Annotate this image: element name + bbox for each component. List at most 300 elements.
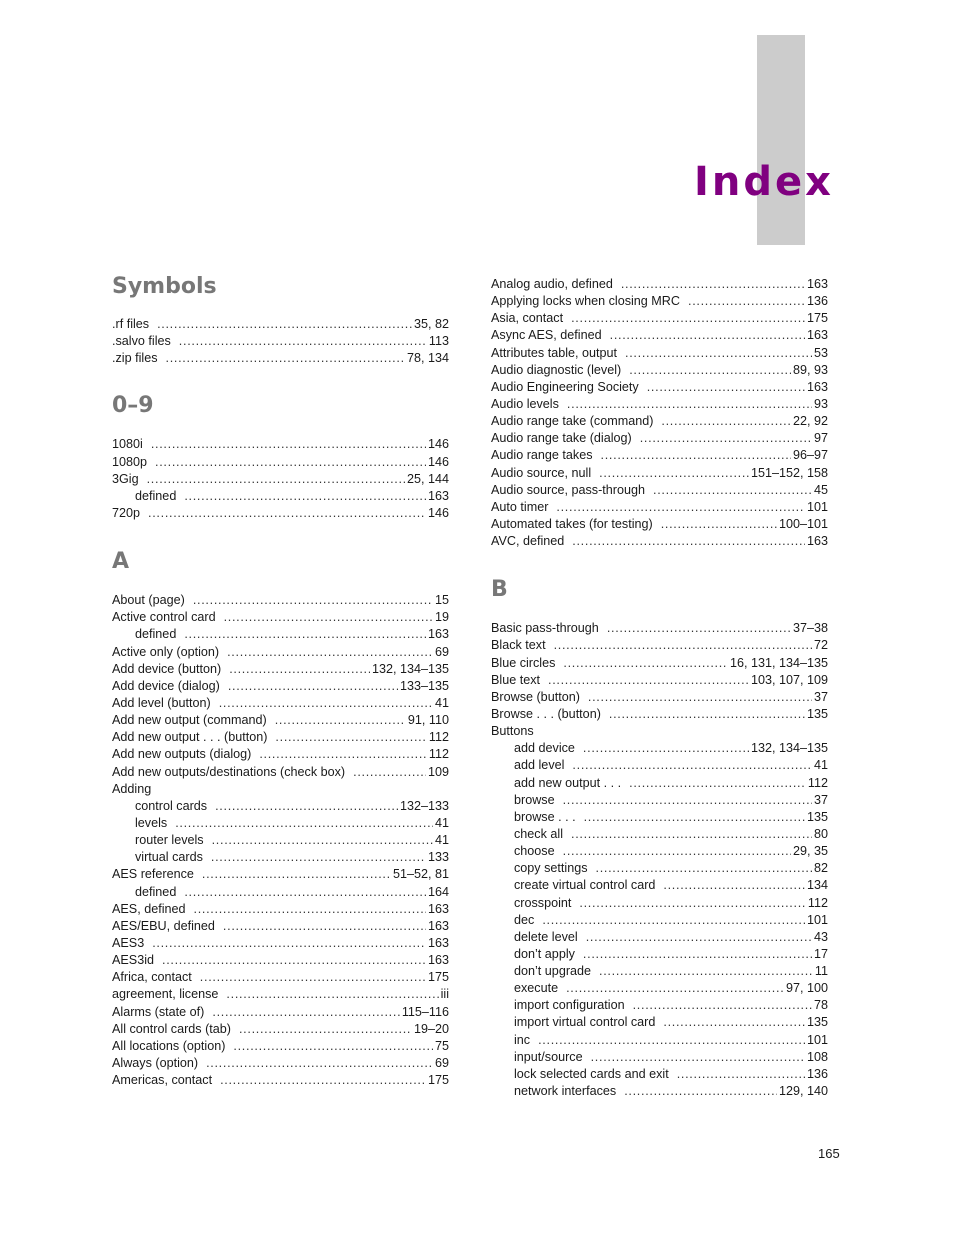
index-entry bbox=[491, 499, 828, 516]
index-page-refs: 108 bbox=[806, 1049, 828, 1064]
index-term: 1080i bbox=[112, 437, 143, 452]
dot-leader bbox=[228, 678, 398, 695]
dot-leader bbox=[556, 499, 805, 516]
index-page-refs: 134 bbox=[806, 878, 828, 893]
index-subentry bbox=[112, 488, 449, 505]
entries-analog-to-avc bbox=[491, 276, 828, 550]
index-entry bbox=[112, 969, 449, 986]
index-subentry bbox=[491, 1014, 828, 1031]
index-page-refs: 132, 134–135 bbox=[750, 741, 828, 756]
index-subentry bbox=[491, 860, 828, 877]
dot-leader bbox=[572, 533, 805, 550]
dot-leader bbox=[211, 849, 426, 866]
index-subentry bbox=[491, 843, 828, 860]
index-entry bbox=[491, 482, 828, 499]
index-entry bbox=[112, 866, 449, 883]
index-entry bbox=[112, 454, 449, 471]
index-term: copy settings bbox=[514, 861, 588, 876]
index-page-refs: 41 bbox=[434, 833, 449, 848]
index-entry bbox=[491, 362, 828, 379]
index-page-refs: 101 bbox=[806, 499, 828, 514]
index-page-refs: 101 bbox=[806, 912, 828, 927]
index-page-refs: 151–152, 158 bbox=[750, 465, 828, 480]
index-entry bbox=[112, 471, 449, 488]
index-term: choose bbox=[514, 844, 555, 859]
section-heading-symbols: Symbols bbox=[112, 274, 217, 299]
index-term: Audio range takes bbox=[491, 448, 593, 463]
index-entry bbox=[112, 764, 449, 781]
dot-leader bbox=[152, 935, 426, 952]
index-term: 1080p bbox=[112, 454, 148, 469]
index-term: agreement, license bbox=[112, 987, 219, 1002]
index-page-refs: 82 bbox=[813, 861, 828, 876]
index-term: execute bbox=[514, 981, 559, 996]
index-page-refs: 163 bbox=[427, 953, 449, 968]
dot-leader bbox=[215, 798, 398, 815]
index-page-refs: 97 bbox=[813, 431, 828, 446]
index-term: add device bbox=[514, 741, 575, 756]
index-page-refs: 41 bbox=[813, 758, 828, 773]
dot-leader bbox=[624, 1083, 777, 1100]
index-entry bbox=[112, 644, 449, 661]
index-page-refs: 25, 144 bbox=[406, 471, 449, 486]
index-entry bbox=[112, 729, 449, 746]
index-term: network interfaces bbox=[514, 1084, 617, 1099]
index-term: delete level bbox=[514, 929, 578, 944]
index-term: 720p bbox=[112, 505, 141, 520]
index-page-refs: 163 bbox=[427, 488, 449, 503]
index-entry bbox=[491, 620, 828, 637]
index-entry bbox=[112, 1038, 449, 1055]
index-term: .zip files bbox=[112, 351, 158, 366]
index-page-refs: 135 bbox=[806, 706, 828, 721]
index-term: import configuration bbox=[514, 998, 625, 1013]
index-term: Alarms (state of) bbox=[112, 1004, 205, 1019]
index-term: Add new outputs/destinations (check box) bbox=[112, 764, 346, 779]
index-subentry bbox=[491, 997, 828, 1014]
index-page-refs: 163 bbox=[806, 379, 828, 394]
index-page-refs: 146 bbox=[427, 505, 449, 520]
index-page-refs: 132, 134–135 bbox=[371, 661, 449, 676]
dot-leader bbox=[200, 969, 426, 986]
page-title: Index bbox=[694, 159, 834, 205]
index-entry bbox=[491, 723, 828, 740]
index-page-refs: 175 bbox=[427, 1073, 449, 1088]
index-page-refs: 89, 93 bbox=[792, 362, 828, 377]
dot-leader bbox=[275, 729, 427, 746]
index-page-refs: 163 bbox=[806, 277, 828, 291]
index-entry bbox=[112, 1072, 449, 1089]
index-entry bbox=[112, 918, 449, 935]
index-page-refs: 96–97 bbox=[792, 448, 828, 463]
index-page-refs: 22, 92 bbox=[792, 414, 828, 429]
index-entry bbox=[112, 935, 449, 952]
entries-a bbox=[112, 592, 449, 1089]
index-term: inc bbox=[514, 1032, 531, 1047]
index-page-refs: 132–133 bbox=[399, 798, 449, 813]
index-entry bbox=[491, 465, 828, 482]
dot-leader bbox=[566, 980, 784, 997]
index-entry bbox=[491, 447, 828, 464]
dot-leader bbox=[157, 316, 412, 333]
index-page-refs: 29, 35 bbox=[792, 844, 828, 859]
index-term: dec bbox=[514, 912, 535, 927]
index-page-refs: 163 bbox=[427, 901, 449, 916]
dot-leader bbox=[563, 843, 791, 860]
index-term: browse . . . bbox=[514, 809, 576, 824]
dot-leader bbox=[677, 1066, 805, 1083]
index-page-refs: 41 bbox=[434, 695, 449, 710]
index-entry bbox=[112, 505, 449, 522]
index-subentry bbox=[491, 757, 828, 774]
index-entry bbox=[112, 350, 449, 367]
dot-leader bbox=[227, 644, 433, 661]
index-entry bbox=[491, 655, 828, 672]
index-term: Adding bbox=[112, 781, 152, 796]
index-term: lock selected cards and exit bbox=[514, 1066, 669, 1081]
index-page-refs: 80 bbox=[813, 826, 828, 841]
index-page-refs: 69 bbox=[434, 1055, 449, 1070]
dot-leader bbox=[688, 293, 805, 310]
index-page-refs: 35, 82 bbox=[413, 317, 449, 331]
index-term: Basic pass-through bbox=[491, 621, 599, 636]
index-page-refs: 97, 100 bbox=[785, 981, 828, 996]
index-term: virtual cards bbox=[135, 850, 203, 865]
index-entry bbox=[491, 345, 828, 362]
dot-leader bbox=[586, 929, 812, 946]
index-page-refs: 75 bbox=[434, 1038, 449, 1053]
dot-leader bbox=[193, 592, 433, 609]
dot-leader bbox=[663, 877, 805, 894]
dot-leader bbox=[588, 689, 812, 706]
index-term: check all bbox=[514, 826, 563, 841]
index-term: AES reference bbox=[112, 867, 194, 882]
dot-leader bbox=[194, 901, 426, 918]
dot-leader bbox=[663, 1014, 805, 1031]
dot-leader bbox=[179, 333, 427, 350]
index-term: Add device (dialog) bbox=[112, 678, 220, 693]
index-entry bbox=[491, 672, 828, 689]
dot-leader bbox=[579, 895, 806, 912]
index-subentry bbox=[491, 912, 828, 929]
dot-leader bbox=[596, 860, 812, 877]
dot-leader bbox=[640, 430, 812, 447]
chapter-tab-bar bbox=[757, 35, 805, 245]
index-subentry bbox=[112, 798, 449, 815]
dot-leader bbox=[202, 866, 391, 883]
dot-leader bbox=[610, 327, 805, 344]
dot-leader bbox=[223, 918, 426, 935]
index-term: Auto timer bbox=[491, 499, 549, 514]
dot-leader bbox=[609, 706, 805, 723]
index-term: browse bbox=[514, 792, 555, 807]
index-entry bbox=[112, 316, 449, 333]
index-entry bbox=[112, 712, 449, 729]
index-term: AVC, defined bbox=[491, 534, 565, 549]
dot-leader bbox=[212, 832, 433, 849]
index-page-refs: 78 bbox=[813, 998, 828, 1013]
section-heading-0-9: 0–9 bbox=[112, 393, 154, 419]
index-subentry bbox=[112, 815, 449, 832]
dot-leader bbox=[275, 712, 406, 729]
index-subentry bbox=[112, 626, 449, 643]
index-page-refs: 129, 140 bbox=[778, 1084, 828, 1099]
index-subentry bbox=[491, 877, 828, 894]
index-page-refs: 45 bbox=[813, 482, 828, 497]
dot-leader bbox=[554, 637, 812, 654]
index-term: Browse . . . (button) bbox=[491, 706, 601, 721]
dot-leader bbox=[147, 471, 405, 488]
dot-leader bbox=[226, 986, 438, 1003]
index-entry bbox=[112, 592, 449, 609]
index-term: Add new output (command) bbox=[112, 713, 267, 728]
index-page-refs: 146 bbox=[427, 437, 449, 452]
index-term: defined bbox=[135, 884, 177, 899]
dot-leader bbox=[661, 516, 777, 533]
index-term: create virtual control card bbox=[514, 878, 656, 893]
dot-leader bbox=[607, 620, 791, 637]
index-term: don’t apply bbox=[514, 946, 575, 961]
index-term: control cards bbox=[135, 798, 208, 813]
index-subentry bbox=[112, 884, 449, 901]
index-entry bbox=[491, 706, 828, 723]
index-page-refs: 112 bbox=[807, 895, 828, 910]
dot-leader bbox=[563, 792, 812, 809]
index-page-refs: 41 bbox=[434, 815, 449, 830]
dot-leader bbox=[647, 379, 805, 396]
dot-leader bbox=[571, 826, 812, 843]
index-page-refs: 175 bbox=[427, 970, 449, 985]
dot-leader bbox=[599, 465, 749, 482]
dot-leader bbox=[591, 1049, 805, 1066]
index-term: levels bbox=[135, 815, 168, 830]
index-term: .salvo files bbox=[112, 334, 171, 349]
index-page-refs: 53 bbox=[813, 345, 828, 360]
dot-leader bbox=[572, 757, 812, 774]
dot-leader bbox=[229, 661, 370, 678]
dot-leader bbox=[563, 655, 728, 672]
index-term: Active only (option) bbox=[112, 644, 220, 659]
dot-leader bbox=[583, 946, 812, 963]
index-page-refs: 19 bbox=[434, 610, 449, 625]
index-term: Audio Engineering Society bbox=[491, 379, 639, 394]
index-term: router levels bbox=[135, 833, 204, 848]
index-page-refs: 109 bbox=[427, 764, 449, 779]
index-page-refs: 133–135 bbox=[399, 678, 449, 693]
dot-leader bbox=[224, 609, 433, 626]
dot-leader bbox=[571, 310, 805, 327]
index-entry bbox=[491, 689, 828, 706]
dot-leader bbox=[633, 997, 812, 1014]
index-page-refs: 93 bbox=[813, 396, 828, 411]
dot-leader bbox=[353, 764, 426, 781]
index-term: All control cards (tab) bbox=[112, 1021, 231, 1036]
index-page-refs: 115–116 bbox=[401, 1004, 449, 1019]
index-page-refs: 69 bbox=[434, 644, 449, 659]
index-subentry bbox=[491, 1083, 828, 1100]
index-page-refs: 163 bbox=[427, 935, 449, 950]
index-term: Automated takes (for testing) bbox=[491, 516, 653, 531]
dot-leader bbox=[184, 884, 426, 901]
index-entry bbox=[491, 533, 828, 550]
index-term: 3Gig bbox=[112, 471, 139, 486]
index-term: crosspoint bbox=[514, 895, 572, 910]
index-page-refs: 51–52, 81 bbox=[392, 867, 449, 882]
dot-leader bbox=[621, 276, 805, 293]
dot-leader bbox=[219, 695, 433, 712]
index-page-refs: 163 bbox=[806, 534, 828, 549]
index-term: Active control card bbox=[112, 610, 216, 625]
index-page-refs: 164 bbox=[427, 884, 449, 899]
dot-leader bbox=[184, 626, 426, 643]
index-page-refs: 163 bbox=[427, 918, 449, 933]
index-term: add level bbox=[514, 758, 565, 773]
index-subentry bbox=[491, 1032, 828, 1049]
index-term: Add device (button) bbox=[112, 661, 222, 676]
index-entry bbox=[112, 661, 449, 678]
index-page-refs: iii bbox=[440, 987, 449, 1002]
dot-leader bbox=[548, 672, 749, 689]
index-entry bbox=[112, 781, 449, 798]
index-term: Add level (button) bbox=[112, 695, 211, 710]
index-entry bbox=[491, 413, 828, 430]
dot-leader bbox=[599, 963, 813, 980]
index-entry bbox=[112, 1004, 449, 1021]
dot-leader bbox=[259, 746, 427, 763]
index-term: AES, defined bbox=[112, 901, 186, 916]
index-page-refs: 135 bbox=[806, 809, 828, 824]
index-term: don’t upgrade bbox=[514, 964, 592, 979]
index-page-refs: 163 bbox=[806, 328, 828, 343]
index-term: Browse (button) bbox=[491, 689, 580, 704]
index-term: Analog audio, defined bbox=[491, 277, 613, 291]
index-entry bbox=[491, 276, 828, 293]
index-entry bbox=[112, 678, 449, 695]
index-entry bbox=[112, 1055, 449, 1072]
index-page-refs: 37 bbox=[813, 792, 828, 807]
index-term: Async AES, defined bbox=[491, 328, 602, 343]
index-entry bbox=[491, 430, 828, 447]
index-term: Attributes table, output bbox=[491, 345, 618, 360]
index-term: .rf files bbox=[112, 317, 150, 331]
index-entry bbox=[112, 436, 449, 453]
index-subentry bbox=[491, 895, 828, 912]
index-page-refs: 43 bbox=[813, 929, 828, 944]
dot-leader bbox=[538, 1032, 805, 1049]
dot-leader bbox=[206, 1055, 433, 1072]
index-page-refs: 37–38 bbox=[792, 621, 828, 636]
dot-leader bbox=[653, 482, 812, 499]
index-entry bbox=[112, 986, 449, 1003]
index-page-refs: 112 bbox=[428, 730, 449, 745]
index-entry bbox=[112, 333, 449, 350]
index-term: Always (option) bbox=[112, 1055, 199, 1070]
index-term: add new output . . . bbox=[514, 775, 622, 790]
dot-leader bbox=[601, 447, 791, 464]
index-term: Blue text bbox=[491, 672, 541, 687]
index-entry bbox=[491, 516, 828, 533]
index-term: AES3 bbox=[112, 935, 145, 950]
entries-0-9 bbox=[112, 436, 449, 522]
dot-leader bbox=[233, 1038, 433, 1055]
index-subentry bbox=[491, 775, 828, 792]
index-entry bbox=[491, 293, 828, 310]
entries-b bbox=[491, 620, 828, 1100]
dot-leader bbox=[220, 1072, 426, 1089]
index-entry bbox=[112, 746, 449, 763]
index-page-refs: 113 bbox=[428, 334, 449, 349]
index-subentry bbox=[491, 740, 828, 757]
index-page-refs: 37 bbox=[813, 689, 828, 704]
index-term: Add new outputs (dialog) bbox=[112, 747, 252, 762]
index-subentry bbox=[491, 946, 828, 963]
index-subentry bbox=[112, 849, 449, 866]
index-page-refs: 16, 131, 134–135 bbox=[729, 655, 828, 670]
index-subentry bbox=[491, 929, 828, 946]
dot-leader bbox=[661, 413, 791, 430]
index-page-refs: 135 bbox=[806, 1015, 828, 1030]
section-heading-a: A bbox=[112, 549, 130, 575]
dot-leader bbox=[583, 740, 749, 757]
index-term: Add new output . . . (button) bbox=[112, 730, 268, 745]
index-term: defined bbox=[135, 488, 177, 503]
index-entry bbox=[491, 379, 828, 396]
index-entry bbox=[112, 952, 449, 969]
index-column-right bbox=[491, 276, 828, 1100]
index-page-refs: 146 bbox=[427, 454, 449, 469]
index-subentry bbox=[491, 1066, 828, 1083]
index-page-refs: 175 bbox=[806, 311, 828, 326]
index-term: Black text bbox=[491, 638, 546, 653]
index-term: Audio source, null bbox=[491, 465, 592, 480]
index-term: Asia, contact bbox=[491, 311, 564, 326]
index-term: input/source bbox=[514, 1049, 583, 1064]
index-entry bbox=[112, 695, 449, 712]
index-page-refs: 78, 134 bbox=[406, 351, 449, 366]
dot-leader bbox=[162, 952, 426, 969]
dot-leader bbox=[567, 396, 812, 413]
dot-leader bbox=[184, 488, 426, 505]
index-page-refs: 112 bbox=[807, 775, 828, 790]
dot-leader bbox=[584, 809, 805, 826]
index-entry bbox=[491, 396, 828, 413]
index-term: Audio levels bbox=[491, 396, 559, 411]
index-page-refs: 112 bbox=[428, 747, 449, 762]
index-entry bbox=[491, 310, 828, 327]
dot-leader bbox=[239, 1021, 412, 1038]
index-page-refs: 17 bbox=[813, 946, 828, 961]
index-term: Africa, contact bbox=[112, 970, 192, 985]
index-column-left bbox=[112, 272, 449, 1089]
index-entry bbox=[491, 637, 828, 654]
entries-symbols bbox=[112, 316, 449, 367]
index-term: import virtual control card bbox=[514, 1015, 656, 1030]
dot-leader bbox=[155, 454, 426, 471]
index-term: Audio range take (dialog) bbox=[491, 431, 632, 446]
index-page-refs: 136 bbox=[806, 294, 828, 309]
index-page-refs: 163 bbox=[427, 627, 449, 642]
index-page-refs: 91, 110 bbox=[407, 713, 449, 728]
index-subentry bbox=[491, 792, 828, 809]
index-term: Audio range take (command) bbox=[491, 414, 654, 429]
dot-leader bbox=[629, 362, 791, 379]
index-page-refs: 19–20 bbox=[413, 1021, 449, 1036]
index-term: All locations (option) bbox=[112, 1038, 226, 1053]
index-subentry bbox=[491, 1049, 828, 1066]
index-entry bbox=[112, 901, 449, 918]
index-page-refs: 15 bbox=[434, 593, 449, 608]
index-page-refs: 100–101 bbox=[778, 516, 828, 531]
